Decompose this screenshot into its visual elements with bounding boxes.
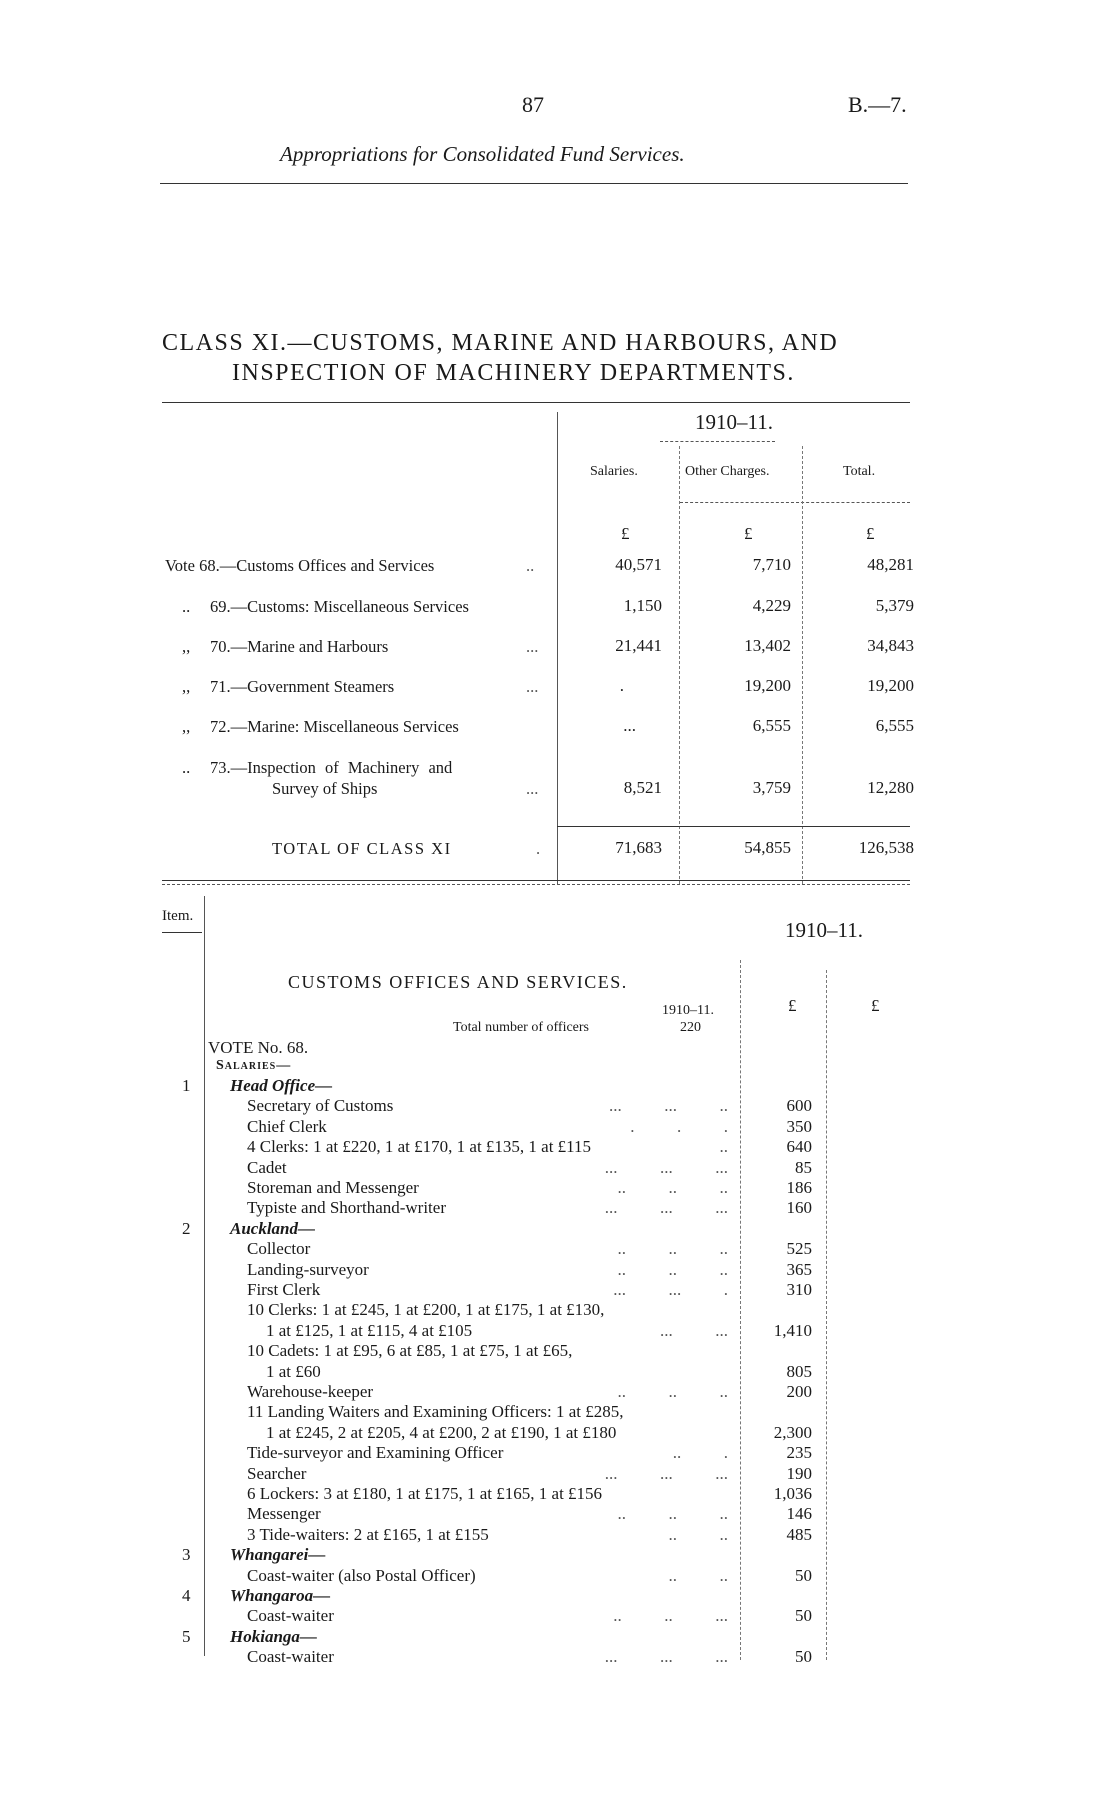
officers-label: Total number of officers (453, 1020, 589, 1035)
summary-col-divider-3 (802, 446, 803, 884)
dot-leader: .. .. .. (617, 1239, 728, 1259)
summary-bottom-rule-2 (162, 884, 910, 885)
item-column-header: Item. (162, 908, 194, 924)
dot-leader: .. . (672, 1443, 728, 1463)
column-header-rule (680, 502, 910, 503)
location-heading: Whangarei— (230, 1545, 326, 1565)
officers-count: 220 (680, 1020, 701, 1035)
line-amount: 186 (786, 1178, 812, 1197)
amount-col-divider-2 (826, 970, 827, 1660)
unit-total: £ (866, 524, 875, 543)
location-heading: Head Office— (230, 1076, 333, 1095)
row-label: Vote 68.—Customs Offices and Services (165, 556, 435, 575)
line-amount: 350 (786, 1116, 812, 1136)
total-salaries: 71,683 (615, 838, 662, 857)
item-header-rule (162, 932, 202, 933)
total-other-charges: 54,855 (744, 838, 791, 857)
row-label-line2: Survey of Ships (272, 779, 378, 798)
line-text: 1 at £125, 1 at £115, 4 at £105 (266, 1320, 473, 1340)
row-leader: .. (526, 556, 535, 575)
location-heading: Hokianga— (230, 1626, 317, 1646)
line-text: Cadet (247, 1157, 287, 1177)
document-reference: B.—7. (848, 92, 907, 117)
row-salaries: ... (623, 716, 636, 735)
class-heading-line2: INSPECTION OF MACHINERY DEPARTMENTS. (232, 360, 795, 386)
line-text: Coast-waiter (247, 1647, 334, 1667)
line-text: Warehouse-keeper (247, 1382, 374, 1401)
row-prefix: .. (182, 758, 191, 777)
line-amount: 50 (795, 1565, 812, 1585)
row-other-charges: 7,710 (752, 555, 791, 574)
line-text: Coast-waiter (247, 1606, 334, 1626)
dot-leader: .. .. ... (613, 1606, 728, 1626)
class-heading-line1: CLASS XI.—CUSTOMS, MARINE AND HARBOURS, AND (162, 330, 839, 356)
row-label: 71.—Government Steamers (210, 677, 395, 696)
total-total: 126,538 (858, 838, 914, 857)
dot-leader: .. .. .. (617, 1382, 728, 1401)
line-amount: 50 (795, 1647, 812, 1667)
line-amount: 235 (786, 1443, 812, 1463)
line-amount: 190 (786, 1463, 812, 1483)
row-total: 19,200 (867, 676, 914, 695)
line-text: 3 Tide-waiters: 2 at £165, 1 at £155 (247, 1524, 489, 1544)
summary-top-rule (162, 402, 910, 403)
dot-leader: ... ... .. (609, 1096, 728, 1116)
line-text: 10 Clerks: 1 at £245, 1 at £200, 1 at £175, 1 at £130, (247, 1300, 605, 1320)
line-amount: 640 (786, 1137, 812, 1157)
location-heading: Whangaroa— (230, 1586, 331, 1605)
row-salaries: 1,150 (623, 596, 662, 615)
row-total: 34,843 (867, 636, 914, 655)
item-column-divider (204, 896, 205, 1656)
summary-bottom-rule (162, 880, 910, 881)
row-salaries: 40,571 (615, 555, 662, 574)
dot-leader: .. .. (668, 1565, 728, 1585)
line-amount: 146 (786, 1504, 812, 1524)
dot-leader: .. .. .. (617, 1259, 728, 1279)
row-total: 5,379 (875, 596, 914, 615)
page-title: Appropriations for Consolidated Fund Services. (280, 142, 685, 166)
total-leader: . (536, 839, 541, 858)
row-label-line1: 73.—Inspection of Machinery and (210, 758, 453, 777)
line-text: 4 Clerks: 1 at £220, 1 at £170, 1 at £135, 1 at £115 (247, 1137, 592, 1157)
line-amount: 600 (786, 1096, 812, 1116)
row-other-charges: 19,200 (744, 676, 791, 695)
line-amount: 50 (795, 1606, 812, 1626)
summary-col-divider-1 (557, 412, 558, 884)
dot-leader: ... ... (660, 1320, 728, 1340)
row-salaries: 8,521 (623, 778, 662, 797)
row-total: 6,555 (875, 716, 914, 735)
line-amount: 365 (786, 1259, 812, 1279)
item-number: 4 (182, 1586, 191, 1605)
line-amount: 485 (786, 1524, 812, 1544)
row-total: 12,280 (867, 778, 914, 797)
row-leader: ... (526, 637, 539, 656)
line-text: Landing-surveyor (247, 1259, 369, 1279)
dot-leader: .. .. .. (617, 1178, 728, 1197)
line-amount: 2,300 (773, 1422, 812, 1442)
line-text: 11 Landing Waiters and Examining Officers: 1 at £285, (247, 1402, 624, 1422)
line-amount: 1,410 (773, 1320, 812, 1340)
dot-leader: ... ... ... (604, 1157, 728, 1177)
row-prefix: ,, (182, 717, 191, 736)
salaries-heading: Salaries— (216, 1058, 292, 1073)
row-leader: ... (526, 779, 539, 798)
line-text: Coast-waiter (also Postal Officer) (247, 1565, 476, 1585)
line-text: Storeman and Messenger (247, 1178, 419, 1197)
dot-leader: ... ... ... (604, 1198, 728, 1218)
dot-leader: .. .. (668, 1524, 728, 1544)
currency-right: £ (871, 996, 880, 1015)
row-other-charges: 4,229 (752, 596, 791, 615)
line-amount: 85 (795, 1157, 812, 1177)
dot-leader: ... ... ... (604, 1463, 728, 1483)
line-text: Chief Clerk (247, 1116, 327, 1136)
summary-year: 1910–11. (695, 410, 773, 434)
row-prefix: ,, (182, 637, 191, 656)
row-prefix: .. (182, 597, 191, 616)
row-other-charges: 3,759 (752, 778, 791, 797)
unit-salaries: £ (621, 524, 630, 543)
unit-other-charges: £ (744, 524, 753, 543)
column-header-total: Total. (843, 464, 876, 479)
item-number: 1 (182, 1076, 191, 1095)
row-label: 72.—Marine: Miscellaneous Services (210, 717, 459, 736)
row-total: 48,281 (867, 555, 914, 574)
row-salaries: 21,441 (615, 636, 662, 655)
item-number: 3 (182, 1545, 191, 1565)
page-number: 87 (522, 92, 544, 117)
column-header-other-charges: Other Charges. (685, 464, 770, 479)
item-number: 2 (182, 1218, 191, 1238)
line-amount: 160 (786, 1198, 812, 1218)
detail-year: 1910–11. (785, 918, 863, 942)
dot-leader: ... ... . (613, 1280, 728, 1299)
row-label: 69.—Customs: Miscellaneous Services (210, 597, 469, 616)
line-amount: 200 (786, 1382, 812, 1401)
section-title: CUSTOMS OFFICES AND SERVICES. (288, 972, 628, 992)
currency-left: £ (788, 996, 797, 1015)
summary-col-divider-2 (679, 446, 680, 884)
total-label: TOTAL OF CLASS XI (272, 839, 452, 858)
row-other-charges: 13,402 (744, 636, 791, 655)
row-other-charges: 6,555 (752, 716, 791, 735)
header-rule (160, 183, 908, 184)
dot-leader: .. (719, 1137, 728, 1157)
line-text: 10 Cadets: 1 at £95, 6 at £85, 1 at £75, 1 at £65, (247, 1341, 573, 1361)
row-label: 70.—Marine and Harbours (210, 637, 389, 656)
line-text: Messenger (247, 1504, 321, 1524)
line-text: 6 Lockers: 3 at £180, 1 at £175, 1 at £165, 1 at £156 (247, 1484, 603, 1503)
line-text: First Clerk (247, 1280, 321, 1299)
line-amount: 525 (786, 1239, 812, 1259)
column-header-salaries: Salaries. (590, 464, 638, 479)
row-leader: ... (526, 677, 539, 696)
row-salaries: . (619, 676, 624, 695)
amount-col-divider-1 (740, 960, 741, 1660)
line-amount: 1,036 (773, 1484, 812, 1503)
line-amount: 805 (786, 1361, 812, 1381)
line-text: 1 at £60 (266, 1361, 321, 1381)
total-rule-top (557, 826, 910, 827)
item-number: 5 (182, 1626, 191, 1646)
line-text: Collector (247, 1239, 311, 1259)
line-text: Typiste and Shorthand-writer (247, 1198, 446, 1218)
summary-year-rule (660, 441, 775, 442)
line-text: 1 at £245, 2 at £205, 4 at £200, 2 at £190, 1 at £180 (266, 1422, 617, 1442)
dot-leader: .. .. .. (617, 1504, 728, 1524)
line-text: Tide-surveyor and Examining Officer (247, 1443, 504, 1463)
officers-year: 1910–11. (662, 1003, 714, 1018)
vote-number: VOTE No. 68. (208, 1038, 309, 1057)
line-text: Secretary of Customs (247, 1096, 394, 1116)
line-text: Searcher (247, 1463, 307, 1483)
location-heading: Auckland— (230, 1218, 316, 1238)
row-prefix: ,, (182, 677, 191, 696)
dot-leader: ... ... ... (604, 1647, 728, 1667)
line-amount: 310 (786, 1280, 812, 1299)
dot-leader: . . . (630, 1116, 728, 1136)
